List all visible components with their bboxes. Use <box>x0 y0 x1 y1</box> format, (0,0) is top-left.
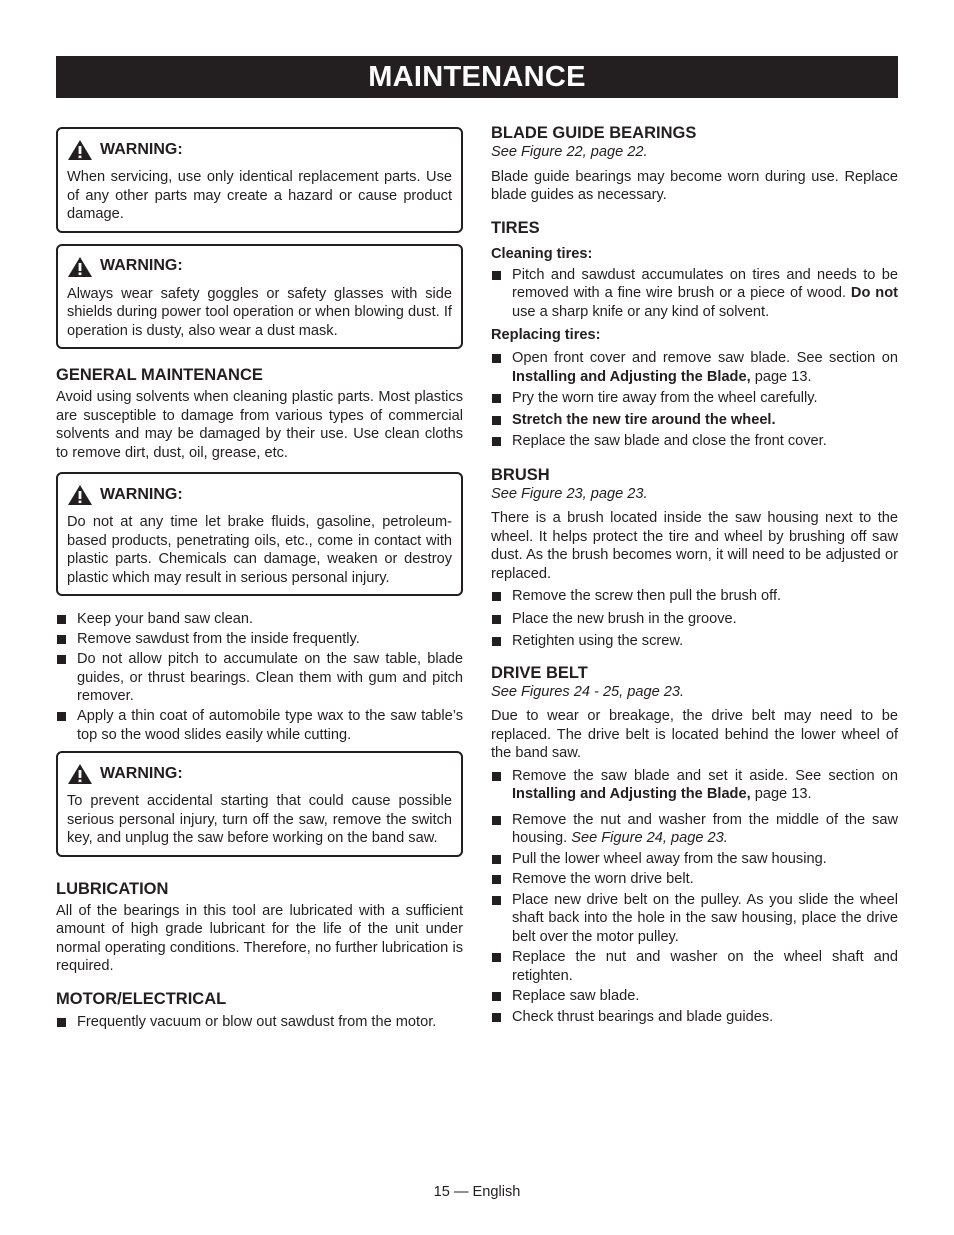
left-column <box>56 120 463 1031</box>
blade-guide-bearings-heading: BLADE GUIDE BEARINGS <box>491 124 697 142</box>
item-text: page 13. <box>750 368 812 385</box>
item-text: Open front cover and remove saw blade. See section on <box>512 350 898 366</box>
item-text: Remove the nut and washer from the middle of the saw housing. <box>512 811 898 846</box>
motor-electrical-heading: MOTOR/ELECTRICAL <box>56 989 227 1008</box>
cleaning-tires-subheading: Cleaning tires: <box>491 245 593 262</box>
drive-belt-heading: DRIVE BELT <box>491 663 588 682</box>
list-item <box>491 349 898 386</box>
brush-heading: BRUSH <box>491 465 550 484</box>
figure-reference: See Figure 22, page 22. <box>491 144 648 160</box>
list-item: Remove the worn drive belt. <box>491 870 898 889</box>
list-item <box>491 767 898 804</box>
list-item: Replace the nut and washer on the wheel shaft and retighten. <box>491 948 898 985</box>
item-text: page 13. <box>750 786 812 802</box>
warning-box-chemicals <box>56 472 463 596</box>
cleaning-tires-list <box>491 266 898 322</box>
list-item: Frequently vacuum or blow out sawdust from the motor. <box>56 1013 463 1032</box>
list-item: Pry the worn tire away from the wheel carefully. <box>491 389 898 408</box>
warning-text: Do not at any time let brake fluids, gasoline, petroleum-based products, penetrating oils, etc., come in contact with plastic parts. Chemicals can damage, weaken or destroy plastic which may result in serious personal injury. <box>67 514 452 586</box>
list-item <box>491 811 898 848</box>
general-maintenance-heading: GENERAL MAINTENANCE <box>56 366 263 384</box>
figure-reference: See Figure 23, page 23. <box>491 485 648 502</box>
warning-header <box>67 256 452 278</box>
warning-triangle-icon <box>67 256 93 278</box>
item-text: Pitch and sawdust accumulates on tires and needs to be removed with a fine wire brush or a piece of wood. <box>512 266 898 301</box>
warning-box-accidental-start <box>56 751 463 857</box>
brush-text: There is a brush located inside the saw housing next to the wheel. It helps protect the tire and wheel by brushing off saw dust. As the brush becomes worn, it will need to be adjusted or replaced. <box>491 510 898 582</box>
list-item: Check thrust bearings and blade guides. <box>491 1008 898 1027</box>
list-item: Place the new brush in the groove. <box>491 610 898 629</box>
lubrication-heading: LUBRICATION <box>56 879 169 898</box>
drive-belt-list <box>491 767 898 1027</box>
warning-title: WARNING: <box>100 764 183 782</box>
warning-header <box>67 484 452 506</box>
list-item: Retighten using the screw. <box>491 632 898 651</box>
list-item: Replace saw blade. <box>491 987 898 1006</box>
item-text: use a sharp knife or any kind of solvent. <box>512 303 770 320</box>
warning-title: WARNING: <box>100 257 183 275</box>
page-banner: MAINTENANCE <box>56 56 898 98</box>
warning-triangle-icon <box>67 484 93 506</box>
warning-triangle-icon <box>67 139 93 161</box>
replacing-tires-subheading: Replacing tires: <box>491 327 601 343</box>
list-item <box>491 266 898 322</box>
warning-triangle-icon <box>67 763 93 785</box>
lubrication-text: All of the bearings in this tool are lubricated with a sufficient amount of high grade lubricant for the life of the unit under normal operating conditions. Therefore, no further lubrication is required. <box>56 902 463 974</box>
brush-list <box>491 587 898 651</box>
warning-text: Always wear safety goggles or safety glasses with side shields during power tool operation or when blowing dust. If operation is dusty, also wear a dust mask. <box>67 285 452 339</box>
list-item: Keep your band saw clean. <box>56 610 463 629</box>
item-text: Remove the saw blade and set it aside. See section on <box>512 767 898 784</box>
list-item: Do not allow pitch to accumulate on the saw table, blade guides, or thrust bearings. Clean them with gum and pitch remover. <box>56 650 463 706</box>
figure-reference: See Figures 24 - 25, page 23. <box>491 683 685 700</box>
item-bold-text: Do not <box>850 285 898 301</box>
blade-guide-bearings-text: Blade guide bearings may become worn during use. Replace blade guides as necessary. <box>491 168 898 203</box>
warning-text: To prevent accidental starting that could cause possible serious personal injury, turn off the saw, remove the switch key, and unplug the saw before working on the band saw. <box>67 793 452 846</box>
list-item: Pull the lower wheel away from the saw housing. <box>491 850 898 869</box>
list-item: Stretch the new tire around the wheel. <box>491 411 898 430</box>
motor-bullet-list <box>56 1013 463 1032</box>
drive-belt-text: Due to wear or breakage, the drive belt may need to be replaced. The drive belt is located behind the lower wheel of the band saw. <box>491 708 898 761</box>
item-bold-text: Installing and Adjusting the Blade, <box>512 368 751 385</box>
tires-heading: TIRES <box>491 218 540 237</box>
general-maintenance-text: Avoid using solvents when cleaning plastic parts. Most plastics are susceptible to damage from various types of commercial solvents and may be damaged by their use. Use clean cloths to remove dirt, dust, oil, grease, etc. <box>56 389 463 461</box>
item-bold-text: Installing and Adjusting the Blade, <box>512 786 751 802</box>
right-column <box>491 120 898 1026</box>
maintenance-bullet-list <box>56 610 463 744</box>
warning-box-replacement-parts <box>56 127 463 233</box>
warning-header <box>67 763 452 785</box>
list-item: Remove sawdust from the inside frequently. <box>56 630 463 649</box>
warning-title: WARNING: <box>100 485 183 503</box>
page-footer: 15 — English <box>433 1184 521 1200</box>
replacing-tires-list <box>491 349 898 451</box>
item-figure-reference: See Figure 24, page 23. <box>571 830 728 846</box>
list-item: Apply a thin coat of automobile type wax to the saw table’s top so the wood slides easily while cutting. <box>56 707 463 744</box>
warning-header <box>67 139 452 161</box>
list-item: Replace the saw blade and close the front cover. <box>491 432 898 451</box>
warning-title: WARNING: <box>100 140 183 158</box>
warning-box-safety-goggles <box>56 244 463 350</box>
warning-text: When servicing, use only identical replacement parts. Use of any other parts may create a hazard or cause product damage. <box>67 169 452 222</box>
list-item: Place new drive belt on the pulley. As you slide the wheel shaft back into the hole in the saw housing, place the drive belt over the motor pulley. <box>491 891 898 947</box>
list-item: Remove the screw then pull the brush off. <box>491 587 898 606</box>
